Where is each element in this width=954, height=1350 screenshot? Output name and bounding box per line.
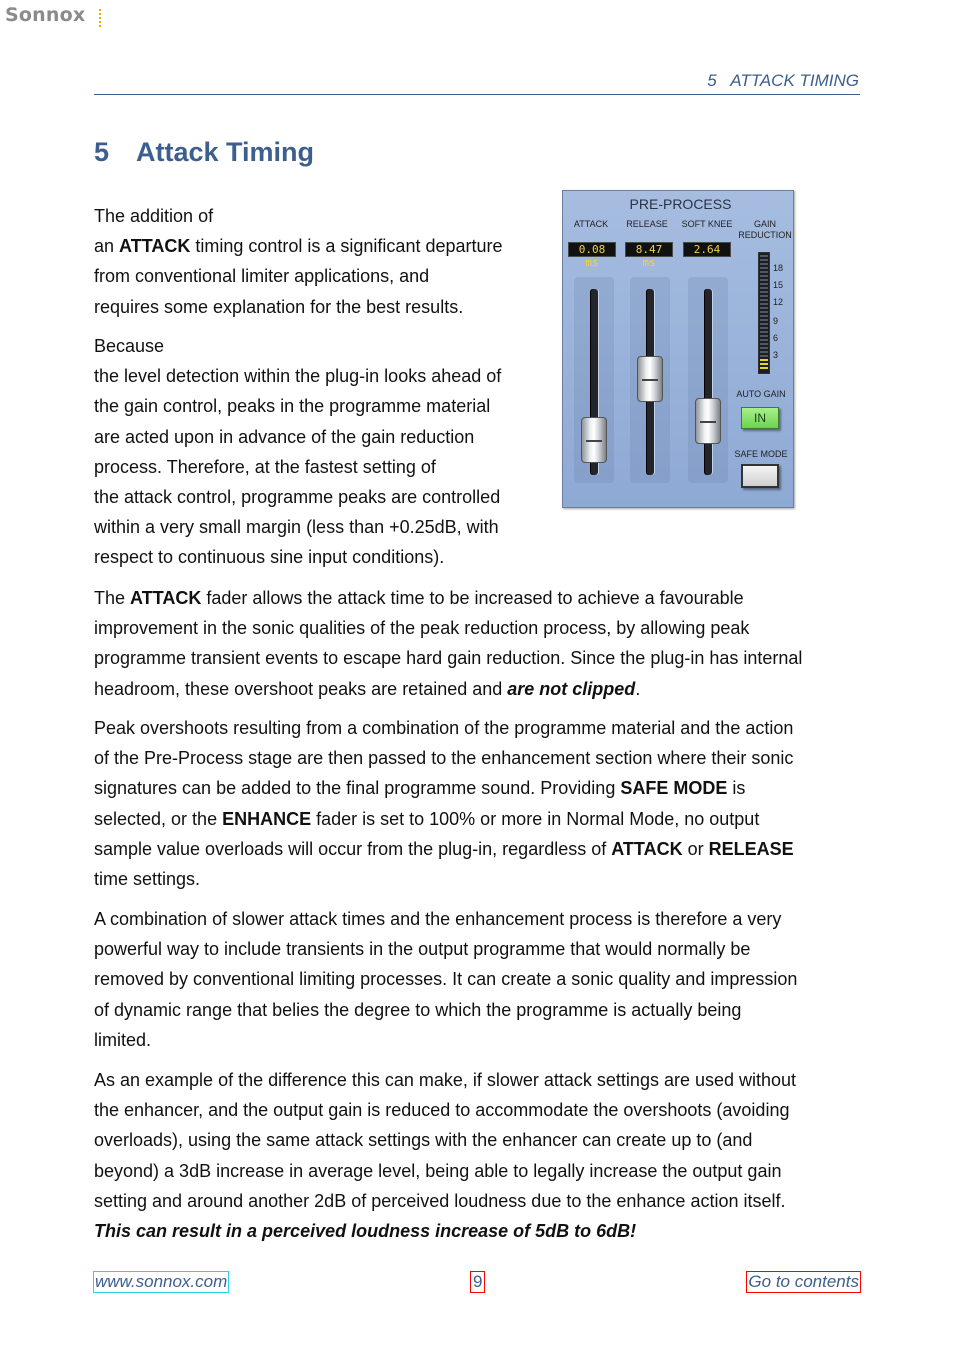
text-line: is (727, 778, 746, 799)
safe-mode-keyword: SAFE MODE (620, 778, 728, 799)
text-line: the attack control, programme peaks are controlled (94, 487, 501, 508)
text-line: fader allows the attack time to be increased to achieve a favourable (201, 588, 744, 608)
running-head: 5 ATTACK TIMING (707, 71, 859, 90)
text-line: the enhancer, and the output gain is reduced to accommodate the overshoots (avoiding (94, 1100, 790, 1121)
text-line: fader is set to 100% or more in Normal Mode, no output (311, 808, 760, 829)
text-line: are acted upon in advance of the gain reduction (94, 426, 475, 447)
text-line: The (94, 588, 131, 608)
text-line: from conventional limiter applications, and (94, 266, 430, 287)
auto-gain-label: AUTO GAIN (736, 389, 786, 399)
text-line: programme transient events to escape hard gain reduction. Since the plug-in has internal (94, 648, 803, 669)
chapter-number: 5 (94, 137, 110, 167)
header-rule (94, 94, 860, 95)
attack-keyword: ATTACK (611, 838, 683, 859)
paragraph-lookahead (94, 331, 544, 573)
text-line: removed by conventional limiting processes. It can create a sonic quality and impression (94, 969, 798, 990)
soft-knee-readout: 2.64 (683, 242, 731, 257)
text-line: respect to continuous sine input conditions). (94, 547, 445, 568)
text-line: within a very small margin (less than +0.25dB, with (94, 517, 499, 538)
website-link[interactable]: www.sonnox.com (95, 1272, 228, 1291)
panel-title: PRE-PROCESS (629, 196, 732, 212)
text-line: As an example of the difference this can make, if slower attack settings are used without (94, 1070, 797, 1090)
text-line: the gain control, peaks in the programme material (94, 396, 491, 417)
reduction-label: REDUCTION (738, 230, 792, 240)
meter-scale-6: 6 (773, 333, 779, 343)
release-label: RELEASE (626, 219, 668, 229)
text-line: beyond) a 3dB increase in average level, being able to legally increase the output gain (94, 1160, 782, 1181)
attack-label: ATTACK (573, 219, 609, 229)
text-line: headroom, these overshoot peaks are retained and (94, 678, 508, 699)
text-line: an (94, 236, 120, 257)
text-line: improvement in the sonic qualities of the peak reduction process, by allowing peak (94, 618, 750, 639)
meter-scale-3: 3 (773, 350, 779, 360)
enhance-keyword: ENHANCE (222, 808, 312, 829)
text-line: selected, or the (94, 808, 223, 829)
text-line: Peak overshoots resulting from a combination of the programme material and the action (94, 718, 794, 738)
paragraph-combination (94, 904, 862, 1055)
chapter-title: Attack Timing (136, 137, 315, 167)
attack-keyword: ATTACK (130, 588, 202, 608)
text-line: signatures can be added to the final programme sound. Providing (94, 778, 621, 799)
text-line: the level detection within the plug-in looks ahead of (94, 366, 502, 387)
pre-process-panel-image (562, 190, 794, 508)
text-line: powerful way to include transients in the output programme that would normally be (94, 939, 751, 960)
text-line: The addition of (94, 206, 214, 226)
go-to-contents-link[interactable]: Go to contents (748, 1272, 859, 1291)
text-line: A combination of slower attack times and the enhancement process is therefore a very (94, 909, 782, 929)
page-number-link[interactable]: 9 (470, 1271, 485, 1293)
gain-label: GAIN (753, 219, 776, 229)
text-line: timing control is a significant departure (190, 236, 503, 257)
attack-readout: 0.08 ms (568, 242, 616, 257)
paragraph-overshoots (94, 713, 862, 894)
meter-scale-12: 12 (773, 297, 784, 307)
text-line: overloads), using the same attack settings with the enhancer can create up to (and (94, 1130, 753, 1151)
paragraph-example (94, 1065, 862, 1246)
text-line: of dynamic range that belies the degree to which the programme is actually being (94, 999, 742, 1020)
paragraph-intro (94, 201, 544, 322)
sonnox-logo: Sonnox (5, 4, 86, 26)
loudness-conclusion: This can result in a perceived loudness increase of 5dB to 6dB! (94, 1221, 637, 1242)
attack-keyword: ATTACK (119, 236, 191, 257)
text-line: . (635, 678, 641, 699)
release-fader-cap (637, 356, 663, 402)
soft-knee-fader-cap (695, 398, 721, 444)
safe-mode-button (741, 464, 779, 488)
gain-reduction-meter (758, 252, 770, 374)
meter-scale-9: 9 (773, 316, 779, 326)
logo-dots-icon (99, 9, 101, 27)
text-line: limited. (94, 1029, 152, 1050)
text-line: time settings. (94, 869, 201, 890)
meter-scale-15: 15 (773, 280, 784, 290)
attack-fader-cap (581, 417, 607, 463)
release-readout: 8.47 ms (625, 242, 673, 257)
meter-scale-18: 18 (773, 263, 784, 273)
paragraph-attack-fader (94, 583, 862, 704)
safe-mode-label: SAFE MODE (734, 449, 788, 459)
not-clipped-emphasis: are not clipped (507, 678, 636, 699)
text-line: or (682, 838, 709, 859)
text-line: process. Therefore, at the fastest setting of (94, 456, 436, 477)
chapter-heading (94, 137, 314, 168)
text-line: sample value overloads will occur from the plug-in, regardless of (94, 838, 612, 859)
release-keyword: RELEASE (708, 838, 794, 859)
text-line: requires some explanation for the best results. (94, 296, 464, 317)
text-line: Because (94, 336, 165, 356)
soft-knee-label: SOFT KNEE (681, 219, 733, 229)
auto-gain-in-button: IN (741, 407, 779, 429)
text-line: setting and around another 2dB of perceived loudness due to the enhance action itself. (94, 1190, 786, 1211)
soft-knee-fader-track (704, 289, 712, 475)
text-line: of the Pre-Process stage are then passed to the enhancement section where their sonic (94, 748, 794, 769)
